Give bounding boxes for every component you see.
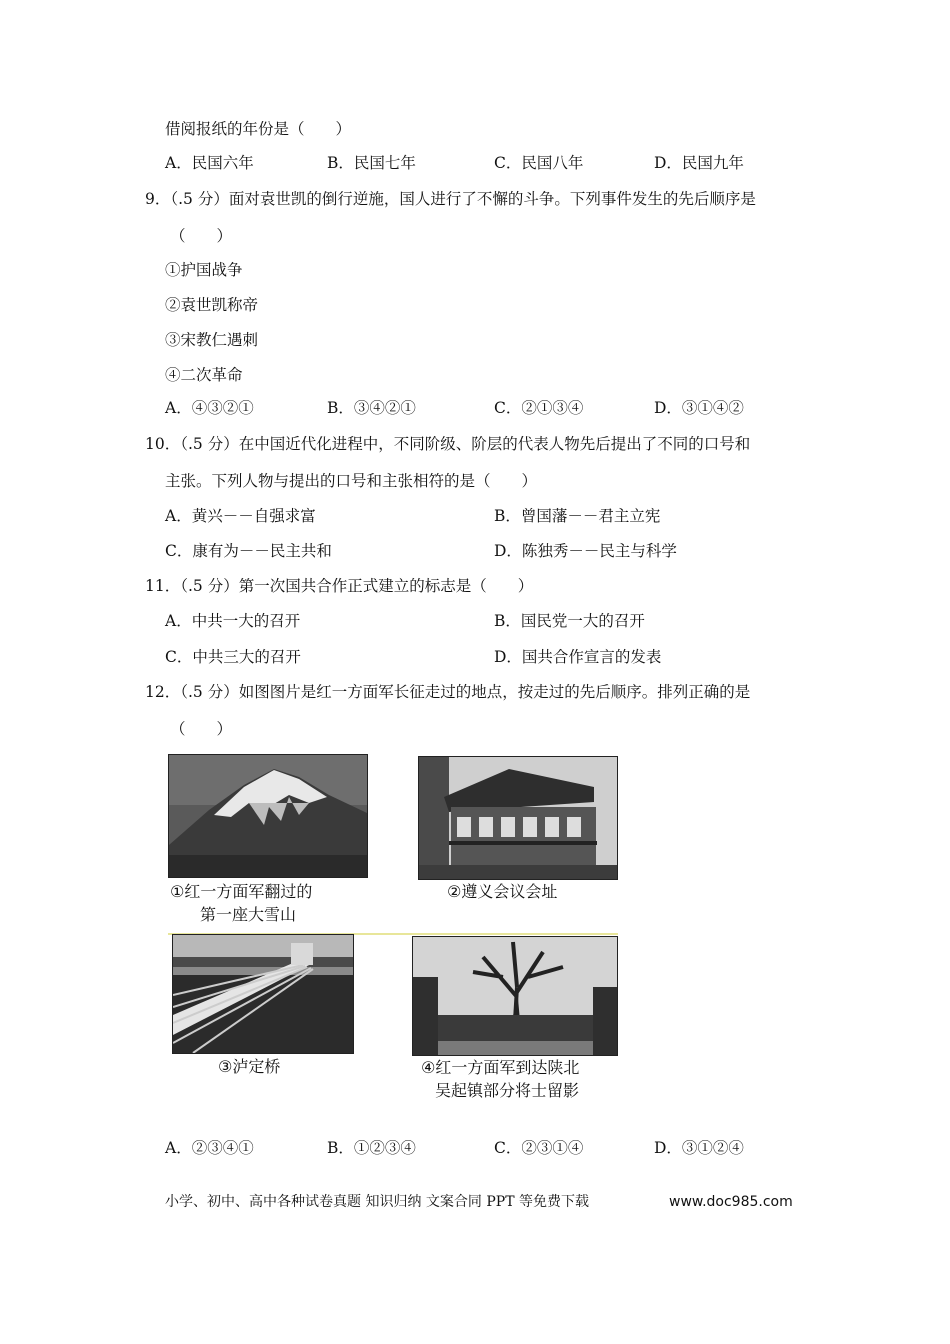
q8-option-a: A．民国六年 <box>165 154 254 172</box>
q9-stem: 9．（.5 分）面对袁世凯的倒行逆施，国人进行了不懈的斗争。下列事件发生的先后顺序是 <box>145 190 756 208</box>
q12-option-b: B．①②③④ <box>327 1139 416 1157</box>
photo4-caption-line1: ④红一方面军到达陕北 <box>421 1058 580 1077</box>
zunyi-meeting-site-photo <box>418 756 618 880</box>
wuqi-town-photo <box>412 936 618 1056</box>
q10-option-d: D．陈独秀－－民主与科学 <box>494 542 677 560</box>
q9-option-d: D．③①④② <box>654 399 744 417</box>
q12-stem-paren: （ ） <box>170 720 233 738</box>
q12-option-c: C．②③①④ <box>494 1139 584 1157</box>
q9-item-1: ①护国战争 <box>165 261 243 279</box>
q8-option-c: C．民国八年 <box>494 154 584 172</box>
q11-option-c: C．中共三大的召开 <box>165 648 301 666</box>
q9-item-3: ③宋教仁遇刺 <box>165 331 259 349</box>
q10-option-a: A．黄兴－－自强求富 <box>165 507 316 525</box>
q9-item-4: ④二次革命 <box>165 366 243 384</box>
q12-option-a: A．②③④① <box>165 1139 254 1157</box>
q8-option-d: D．民国九年 <box>654 154 744 172</box>
q10-option-c: C．康有为－－民主共和 <box>165 542 332 560</box>
q12-option-d: D．③①②④ <box>654 1139 744 1157</box>
q9-stem-paren: （ ） <box>170 227 233 245</box>
q9-option-a: A．④③②① <box>165 399 254 417</box>
footer-promo-text: 小学、初中、高中各种试卷真题 知识归纳 文案合同 PPT 等免费下载 <box>165 1194 589 1210</box>
q12-stem: 12．（.5 分）如图图片是红一方面军长征走过的地点，按走过的先后顺序。排列正确的是 <box>145 683 751 701</box>
footer-url: www.doc985.com <box>669 1194 793 1210</box>
snow-mountain-photo <box>168 754 368 878</box>
q11-stem: 11．（.5 分）第一次国共合作正式建立的标志是（ ） <box>145 577 534 595</box>
q11-option-a: A．中共一大的召开 <box>165 612 301 630</box>
q8-option-b: B．民国七年 <box>327 154 416 172</box>
q11-option-d: D．国共合作宣言的发表 <box>494 648 662 666</box>
q10-stem: 10．（.5 分）在中国近代化进程中，不同阶级、阶层的代表人物先后提出了不同的口号和 <box>145 435 751 453</box>
q8-stem-tail: 借阅报纸的年份是（ ） <box>165 120 352 138</box>
q10-option-b: B．曾国藩－－君主立宪 <box>494 507 661 525</box>
photo4-caption-line2: 吴起镇部分将士留影 <box>435 1081 580 1100</box>
photo1-caption-line1: ①红一方面军翻过的 <box>170 882 313 901</box>
photo1-caption-line2: 第一座大雪山 <box>200 905 297 924</box>
q9-option-c: C．②①③④ <box>494 399 584 417</box>
q10-stem-line2: 主张。下列人物与提出的口号和主张相符的是（ ） <box>165 472 538 490</box>
luding-bridge-photo <box>172 934 354 1054</box>
photo2-caption: ②遵义会议会址 <box>447 882 558 901</box>
q11-option-b: B．国民党一大的召开 <box>494 612 645 630</box>
q9-item-2: ②袁世凯称帝 <box>165 296 259 314</box>
photo3-caption: ③泸定桥 <box>218 1057 281 1076</box>
q9-option-b: B．③④②① <box>327 399 416 417</box>
